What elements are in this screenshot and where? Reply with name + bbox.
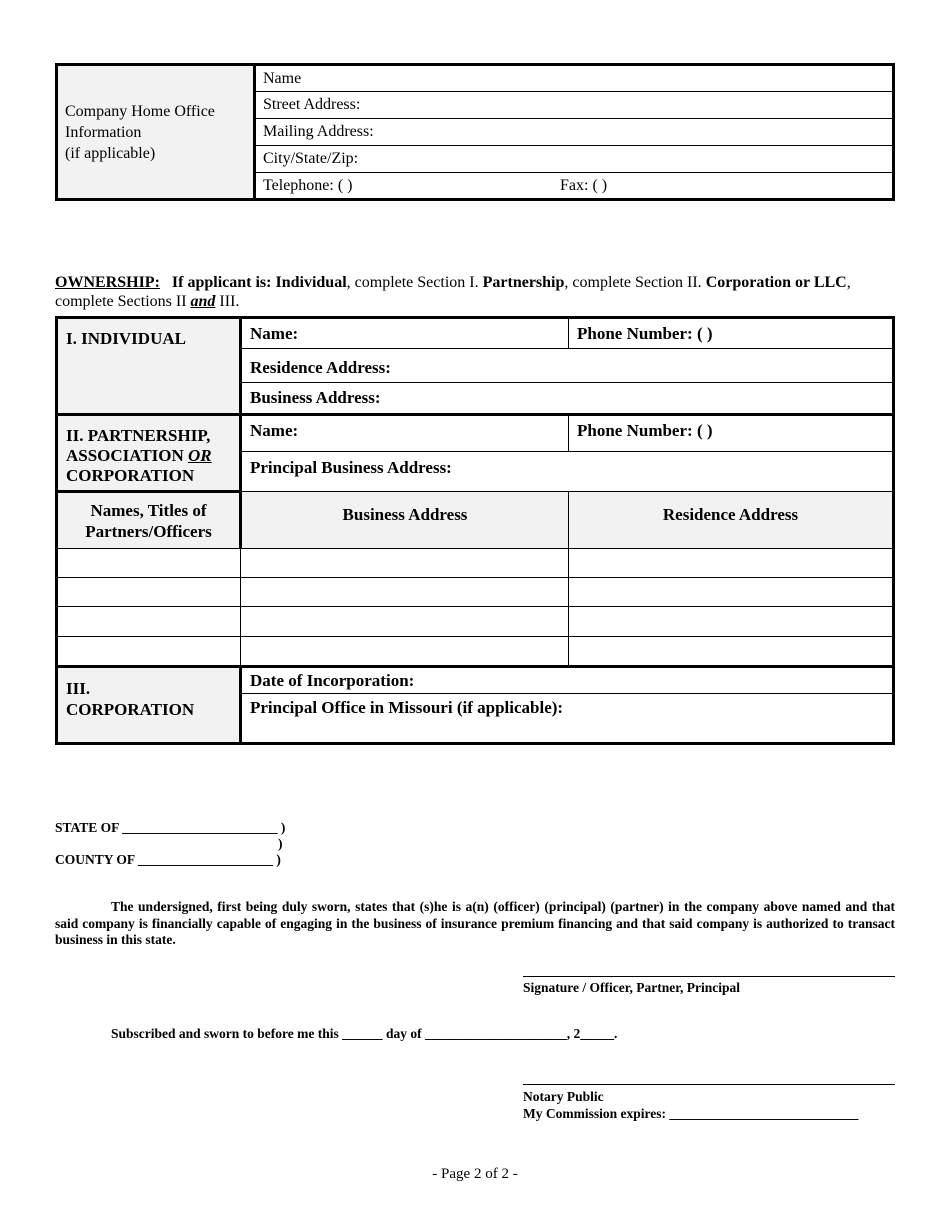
home-name-field[interactable]: Name <box>263 69 302 87</box>
ownership-partnership: Partnership <box>482 274 565 291</box>
partnership-title-line-1: II. PARTNERSHIP, <box>66 426 211 445</box>
partner-row <box>57 549 894 578</box>
home-fax-field[interactable]: Fax: ( ) <box>560 176 608 194</box>
subscribed-line: Subscribed and sworn to before me this ______ day of _____________________, 2_____. <box>111 1026 618 1041</box>
commission-expires-line: My Commission expires: ____________________________ <box>523 1106 859 1121</box>
ownership-and: and <box>190 293 216 310</box>
corporation-title-line-2: CORPORATION <box>66 700 195 719</box>
partner-business-cell[interactable] <box>241 549 569 578</box>
partner-row <box>57 637 894 667</box>
state-of-line: STATE OF _______________________ ) <box>55 820 286 835</box>
sworn-statement <box>55 899 895 949</box>
incorporation-date-field[interactable]: Date of Incorporation: <box>241 667 894 694</box>
ownership-instructions <box>55 273 900 311</box>
partner-name-cell[interactable] <box>57 549 241 578</box>
notary-public-label: Notary Public <box>523 1089 604 1104</box>
home-office-table <box>55 63 895 201</box>
partner-row <box>57 578 894 607</box>
home-street-field[interactable]: Street Address: <box>263 96 361 113</box>
partners-header-line-1: Names, Titles of <box>90 500 207 520</box>
ownership-individual: If applicant is: Individual <box>171 274 347 291</box>
individual-business-field[interactable]: Business Address: <box>241 383 894 415</box>
county-of-line: COUNTY OF ____________________ ) <box>55 852 281 867</box>
notary-signature-line[interactable] <box>523 1084 895 1085</box>
corporation-title-line-1: III. <box>66 679 91 698</box>
home-office-label-line-2: Information <box>65 123 142 141</box>
home-city-field[interactable]: City/State/Zip: <box>263 150 359 167</box>
individual-phone-field[interactable]: Phone Number: ( ) <box>569 318 894 349</box>
missouri-office-field[interactable]: Principal Office in Missouri (if applicable): <box>241 694 894 744</box>
partnership-phone-field[interactable]: Phone Number: ( ) <box>569 415 894 452</box>
page-number: - Page 2 of 2 - <box>432 1166 518 1182</box>
partner-name-cell[interactable] <box>57 607 241 637</box>
partner-business-cell[interactable] <box>241 607 569 637</box>
partner-row <box>57 607 894 637</box>
ownership-table <box>55 316 895 745</box>
partnership-principal-field[interactable]: Principal Business Address: <box>241 452 894 492</box>
section-corporation-title <box>57 667 241 744</box>
partner-name-cell[interactable] <box>57 578 241 607</box>
partnership-title-assoc: ASSOCIATION <box>66 446 189 465</box>
section-individual-title: I. INDIVIDUAL <box>57 318 241 415</box>
ownership-text-3: , <box>846 274 851 291</box>
notary-block <box>523 1088 858 1122</box>
home-office-label-line-1: Company Home Office <box>65 102 215 120</box>
partnership-title-line-2 <box>66 446 231 466</box>
residence-address-header: Residence Address <box>569 492 894 549</box>
partnership-title-or: OR <box>188 446 212 465</box>
individual-name-field[interactable]: Name: <box>250 323 299 343</box>
ownership-text-2: , complete Section II. <box>564 274 706 291</box>
sworn-statement-text: The undersigned, first being duly sworn, states that (s)he is a(n) (officer) (principal) (partner) in the company above named and that said company is financially capable of engaging in the business of insurance premium financing and that said company is authorized to transact business in this state. <box>55 899 895 947</box>
ownership-text-5: III. <box>215 293 240 310</box>
signature-label: Signature / Officer, Partner, Principal <box>523 980 740 995</box>
ownership-heading: OWNERSHIP: <box>55 274 160 291</box>
partner-residence-cell[interactable] <box>569 607 894 637</box>
partner-residence-cell[interactable] <box>569 549 894 578</box>
home-phone-fax-row <box>255 173 894 200</box>
home-mailing-field[interactable]: Mailing Address: <box>263 123 374 140</box>
business-address-header: Business Address <box>241 492 569 549</box>
partnership-name-field[interactable]: Name: <box>241 415 569 452</box>
partner-residence-cell[interactable] <box>569 637 894 667</box>
venue-paren: ) <box>278 836 283 851</box>
partner-name-cell[interactable] <box>57 637 241 667</box>
individual-residence-field[interactable]: Residence Address: <box>241 349 894 383</box>
home-telephone-field[interactable]: Telephone: ( ) <box>263 176 353 194</box>
partners-names-header <box>57 492 241 549</box>
partner-business-cell[interactable] <box>241 578 569 607</box>
home-office-label-line-3: (if applicable) <box>65 144 156 162</box>
section-partnership-title <box>57 415 241 492</box>
ownership-corporation: Corporation or LLC <box>705 274 847 291</box>
partner-business-cell[interactable] <box>241 637 569 667</box>
signature-line[interactable] <box>523 976 895 977</box>
ownership-text-4: complete Sections II <box>55 293 191 310</box>
partners-header-line-2: Partners/Officers <box>85 521 212 541</box>
ownership-text-1: , complete Section I. <box>346 274 483 291</box>
venue-block <box>55 820 285 868</box>
home-office-label <box>57 65 255 200</box>
partnership-title-line-3: CORPORATION <box>66 466 195 485</box>
partner-residence-cell[interactable] <box>569 578 894 607</box>
